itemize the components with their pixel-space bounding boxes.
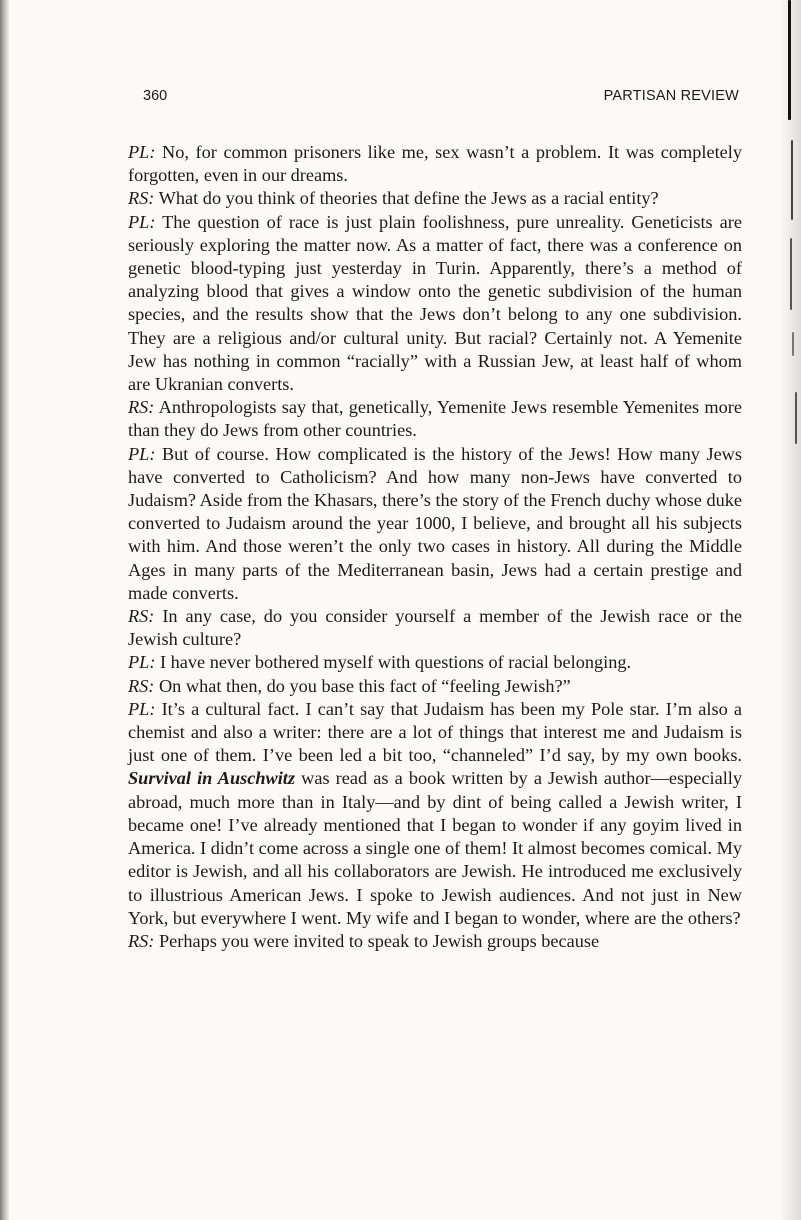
interview-text xyxy=(128,141,742,953)
edge-mark xyxy=(792,332,794,356)
paragraph-text: Perhaps you were invited to speak to Jewish groups because xyxy=(154,930,600,951)
page-number: 360 xyxy=(143,88,168,104)
paragraph-text: But of course. How complicated is the history of the Jews! How many Jews have converted to Catholicism? And how many non-Jews have converted to Judaism? Aside from the Khasars, there’s the story of the French duchy whose duke converted to Judaism around the year 1000, I believe, and brought all his subjects with him. And those weren’t the only two cases in history. All during the Middle Ages in many parts of the Mediterranean basin, Jews had a certain prestige and made converts. xyxy=(128,443,742,603)
speaker-label: RS: xyxy=(128,606,155,627)
paragraph-text: In any case, do you consider yourself a member of the Jewish race or the Jewish culture? xyxy=(128,606,742,650)
speaker-label: RS: xyxy=(128,930,155,951)
journal-title: PARTISAN REVIEW xyxy=(603,88,739,104)
paragraph-text: The question of race is just plain foolishness, pure unreality. Geneticists are seriously exploring the matter now. As a matter of fact, there was a conference on genetic blood-typing just yesterday in Turin. Apparently, there’s a method of analyzing blood that gives a window onto the genetic subdivision of the human species, and the results show that the Jews don’t belong to any one subdivision. They are a religious and/or cultural unity. But racial? Certainly not. A Yemenite Jew has nothing in common “racially” with a Russian Jew, at least half of whom are Ukranian converts. xyxy=(128,211,742,395)
edge-mark xyxy=(790,238,792,310)
speaker-label: PL: xyxy=(128,652,156,673)
speaker-label: RS: xyxy=(128,397,155,418)
paragraph-text: It’s a cultural fact. I can’t say that Judaism has been my Pole star. I’m also a chemist and also a writer: there are a lot of things that interest me and Judaism is just one of them. I’ve been led a bit too, “channeled” I’d say, by my own books. xyxy=(128,698,742,766)
speaker-label: RS: xyxy=(128,675,155,696)
paragraph xyxy=(128,211,742,397)
paragraph-text: I have never bothered myself with questions of racial belonging. xyxy=(155,652,632,673)
page-edge-shadow xyxy=(779,0,801,1220)
speaker-label: PL: xyxy=(128,142,156,162)
paragraph-text: What do you think of theories that define the Jews as a racial entity? xyxy=(154,188,659,209)
paragraph xyxy=(128,187,742,210)
edge-mark xyxy=(791,140,793,220)
paragraph-text-continued: was read as a book written by a Jewish author—especially abroad, much more than in Italy—and by dint of being called a Jewish writer, I became one! I’ve already mentioned that I began to wonder if any goyim lived in America. I didn’t come across a single one of them! It almost becomes comical. My editor is Jewish, and all his collaborators are Jewish. He introduced me exclusively to illustrious American Jews. I spoke to Jewish audiences. And not just in New York, but everywhere I went. My wife and I began to wonder, where are the others? xyxy=(128,768,743,928)
binding-gutter xyxy=(0,0,9,1220)
paragraph-text: Anthropologists say that, genetically, Yemenite Jews resemble Yemenites more than they do Jews from other countries. xyxy=(128,397,742,441)
paragraph-text: On what then, do you base this fact of “feeling Jewish?” xyxy=(154,675,571,696)
paragraph xyxy=(128,651,742,674)
book-title: Survival in Auschwitz xyxy=(128,768,296,789)
paragraph xyxy=(128,396,742,442)
paragraph xyxy=(128,141,742,187)
paragraph xyxy=(128,930,742,953)
speaker-label: RS: xyxy=(128,188,155,209)
speaker-label: PL: xyxy=(128,211,156,232)
running-head xyxy=(143,88,743,112)
paragraph xyxy=(128,605,742,651)
speaker-label: PL: xyxy=(128,698,156,719)
paragraph-text: No, for common prisoners like me, sex wasn’t a problem. It was completely forgotten, even in our dreams. xyxy=(128,142,742,186)
edge-mark xyxy=(795,392,797,444)
edge-mark xyxy=(788,0,791,120)
paragraph xyxy=(128,675,742,698)
speaker-label: PL: xyxy=(128,443,156,464)
paragraph xyxy=(128,698,742,930)
paragraph xyxy=(128,443,742,605)
